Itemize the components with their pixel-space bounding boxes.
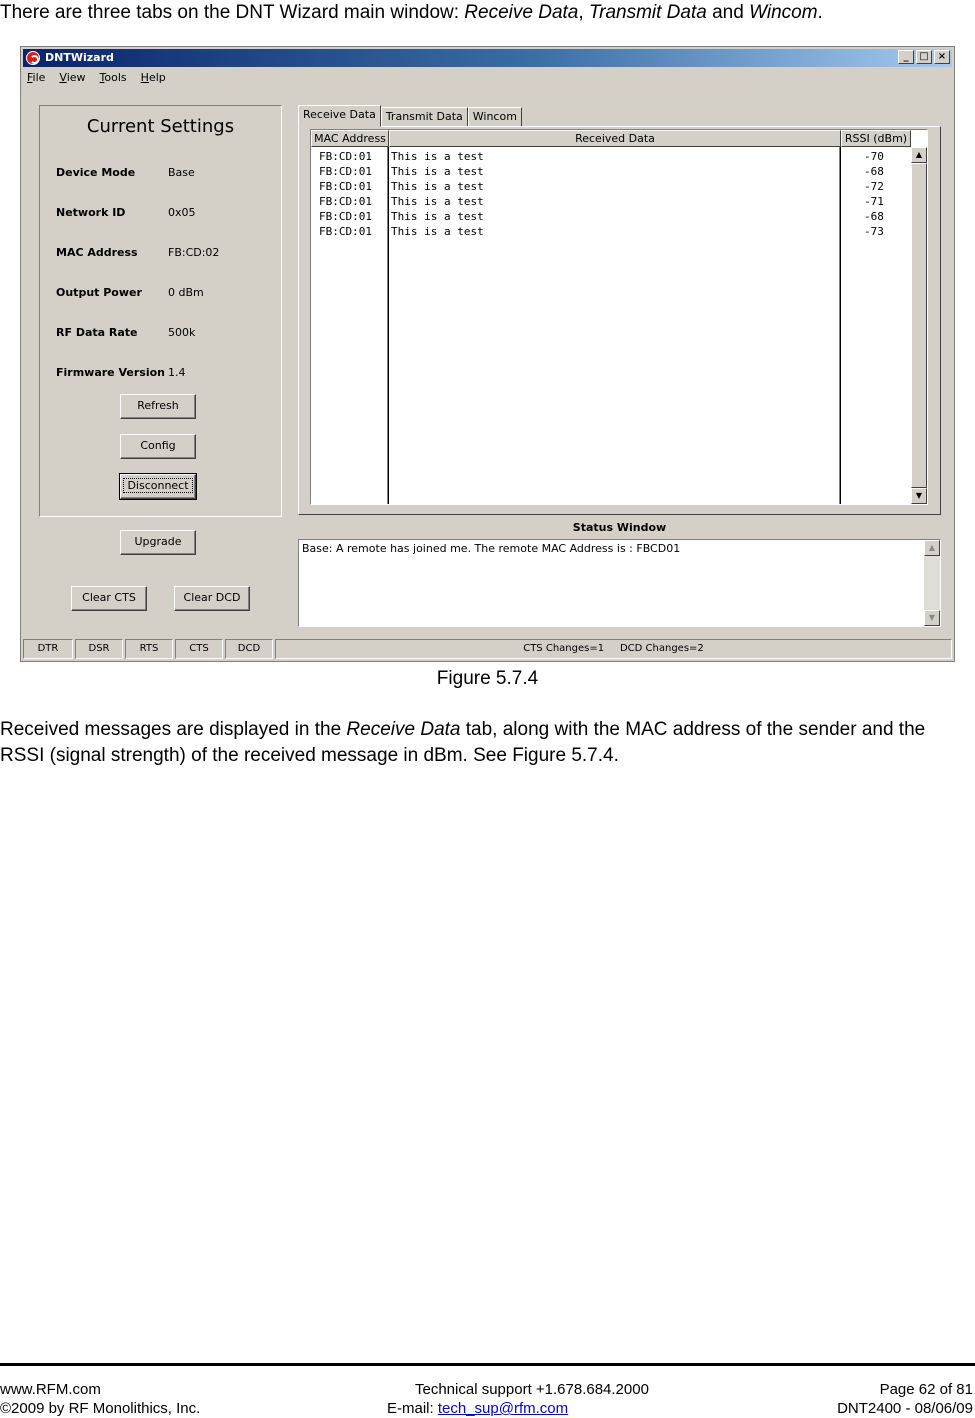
clear-dcd-button[interactable]: Clear DCD <box>174 586 250 611</box>
title-bar[interactable] <box>23 49 952 67</box>
column-received-data[interactable]: Received Data <box>389 130 841 147</box>
row-rssi: -70 <box>864 150 884 163</box>
list-scrollbar[interactable] <box>911 147 927 504</box>
indicator-cts: CTS <box>175 639 223 659</box>
close-icon[interactable]: × <box>934 50 950 64</box>
disconnect-button[interactable]: Disconnect <box>120 474 196 499</box>
received-data-list[interactable] <box>310 129 928 505</box>
status-window[interactable] <box>298 539 941 627</box>
change-counters: CTS Changes=1 DCD Changes=2 <box>275 639 952 659</box>
clear-cts-button[interactable]: Clear CTS <box>71 586 147 611</box>
tab-transmit-data[interactable]: Transmit Data <box>381 107 468 127</box>
footer-copyright: ©2009 by RF Monolithics, Inc. <box>0 1400 201 1417</box>
row-rssi: -68 <box>864 210 884 223</box>
minimize-icon[interactable]: _ <box>898 50 914 64</box>
menu-tools[interactable]: Tools <box>99 71 127 84</box>
indicator-dcd: DCD <box>225 639 273 659</box>
row-data: This is a test <box>391 210 484 223</box>
refresh-button[interactable]: Refresh <box>120 394 196 419</box>
row-mac: FB:CD:01 <box>319 150 372 163</box>
menu-view[interactable]: View <box>59 71 86 84</box>
menu-bar <box>27 71 166 84</box>
status-window-title: Status Window <box>572 521 667 534</box>
indicator-dsr: DSR <box>75 639 123 659</box>
status-message: Base: A remote has joined me. The remote MAC Address is : FBCD01 <box>302 542 681 555</box>
dnt-wizard-window <box>20 46 955 662</box>
tab-strip <box>298 105 522 127</box>
footer-support: Technical support +1.678.684.2000 <box>415 1381 649 1398</box>
footer-email: E-mail: tech_sup@rfm.com <box>387 1400 569 1417</box>
row-rssi: -72 <box>864 180 884 193</box>
config-button[interactable]: Config <box>120 434 196 459</box>
row-data: This is a test <box>391 150 484 163</box>
tab-wincom[interactable]: Wincom <box>468 107 522 127</box>
intro-sentence: There are three tabs on the DNT Wizard main window: Receive Data, Transmit Data and Wincom. <box>0 2 823 23</box>
row-data: This is a test <box>391 195 484 208</box>
row-mac: FB:CD:01 <box>319 210 372 223</box>
status-bar <box>23 639 952 659</box>
window-title: DNTWizard <box>45 51 114 64</box>
footer-page: Page 62 of 81 <box>879 1381 973 1398</box>
scroll-down-icon[interactable]: ▼ <box>924 610 940 626</box>
row-rssi: -73 <box>864 225 884 238</box>
settings-heading: Current Settings <box>86 116 235 137</box>
column-divider <box>839 147 841 504</box>
row-rssi: -68 <box>864 165 884 178</box>
row-mac: FB:CD:01 <box>319 165 372 178</box>
footer-doc: DNT2400 - 08/06/09 <box>837 1400 973 1417</box>
scroll-thumb[interactable] <box>911 163 927 488</box>
indicator-rts: RTS <box>125 639 173 659</box>
row-mac: FB:CD:01 <box>319 225 372 238</box>
row-mac: FB:CD:01 <box>319 180 372 193</box>
current-settings-panel: Current Settings Device Mode Base Network ID 0x05 MAC Address FB:CD:02 Output Power 0 dBm RF Data Rate 500k Firmware Version 1.4 Refresh Config Disconnect <box>39 105 282 517</box>
menu-file[interactable]: File <box>27 71 46 84</box>
footer-email-link[interactable]: tech_sup@rfm.com <box>437 1400 569 1417</box>
column-mac-address[interactable]: MAC Address <box>311 130 389 147</box>
footer-website-link[interactable]: www.RFM.com <box>0 1381 101 1398</box>
scroll-up-icon[interactable]: ▲ <box>911 147 927 163</box>
scroll-up-icon[interactable]: ▲ <box>924 540 940 556</box>
intro-tab-receive: Receive Data <box>464 2 579 23</box>
row-mac: FB:CD:01 <box>319 195 372 208</box>
indicator-dtr: DTR <box>23 639 73 659</box>
maximize-icon[interactable]: □ <box>916 50 932 64</box>
row-rssi: -71 <box>864 195 884 208</box>
row-data: This is a test <box>391 225 484 238</box>
scroll-down-icon[interactable]: ▼ <box>911 488 927 504</box>
column-divider <box>387 147 389 504</box>
intro-tab-transmit: Transmit Data <box>588 2 707 23</box>
menu-help[interactable]: Help <box>140 71 166 84</box>
row-data: This is a test <box>391 165 484 178</box>
intro-tab-wincom: Wincom <box>749 2 818 23</box>
status-scrollbar[interactable] <box>924 540 940 626</box>
body-paragraph: Received messages are displayed in the Receive Data tab, along with the MAC address of the sender and the RSSI (signal strength) of the received message in dBm. See Figure 5.7.4. <box>0 719 926 766</box>
column-rssi[interactable]: RSSI (dBm) <box>841 130 911 147</box>
footer-rule <box>0 1363 975 1366</box>
row-data: This is a test <box>391 180 484 193</box>
app-logo-icon <box>26 51 40 65</box>
figure-caption: Figure 5.7.4 <box>436 668 539 689</box>
para-emphasis: Receive Data <box>346 719 461 740</box>
tab-receive-data[interactable]: Receive Data <box>298 105 381 127</box>
upgrade-button[interactable]: Upgrade <box>120 530 196 555</box>
